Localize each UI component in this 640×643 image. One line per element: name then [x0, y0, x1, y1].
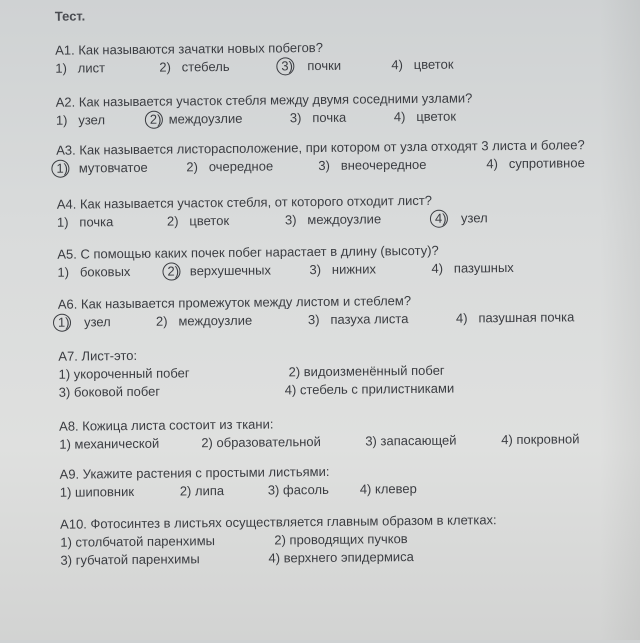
answer-option-circled: 2) верхушечных: [167, 263, 271, 279]
answer-circle: [430, 210, 448, 228]
page-title: Тест.: [54, 8, 86, 24]
answer-option: 1) боковых: [57, 263, 131, 280]
answer-option: 4) супротивное: [486, 155, 585, 172]
answer-option: 1) шиповник: [59, 483, 135, 500]
answer-option: 3) губчатой паренхимы: [60, 551, 200, 568]
answer-option: 3) фасоль: [267, 481, 329, 498]
answer-circle: [162, 262, 180, 280]
answer-option: 2) проводящих пучков: [274, 531, 408, 548]
answer-circle: [53, 314, 71, 332]
answer-option: 4) цветок: [393, 108, 457, 125]
answer-option: 1) столбчатой паренхимы: [60, 533, 216, 550]
answer-option: 1) лист: [55, 60, 106, 76]
answer-option-circled: 1) мутовчатое: [56, 160, 147, 176]
answer-option: 4) цветок: [391, 56, 454, 73]
answer-option: 4) пазушная почка: [455, 309, 575, 326]
answer-option: 4) клевер: [359, 480, 417, 497]
question-text: А4. Как называется участок стебля, от которого отходит лист?: [56, 192, 433, 212]
answer-option: 3) внеочередное: [318, 156, 427, 174]
question-text: А6. Как называется промежуток между листом и стеблем?: [57, 293, 412, 312]
answer-option: 1) механической: [59, 435, 160, 452]
question-text: А8. Кожица листа состоит из ткани:: [59, 416, 274, 434]
answer-option: 1) почка: [56, 214, 114, 230]
answer-option: 2) междоузлие: [155, 312, 253, 329]
answer-option-circled: 2) междоузлие: [150, 111, 243, 127]
answer-option: 2) образовательной: [201, 433, 321, 451]
question-text: А5. С помощью каких почек побег нарастает в длину (высоту)?: [57, 242, 439, 262]
answer-circle: [145, 111, 163, 129]
answer-option-circled: 4) узел: [435, 210, 488, 226]
answer-option: 3) почка: [289, 109, 347, 126]
answer-option: 3) боковой побег: [58, 383, 161, 400]
answer-option: 4) покровной: [501, 431, 580, 448]
answer-option: 2) очередное: [186, 158, 274, 175]
answer-option: 1) укороченный побег: [58, 365, 190, 382]
answer-option: 2) видоизменённый побег: [288, 362, 445, 380]
answer-option-circled: 3) почки: [281, 58, 341, 74]
question-text: А2. Как называется участок стебля между двумя соседними узлами?: [55, 90, 473, 110]
question-text: А1. Как называются зачатки новых побегов?: [55, 39, 323, 58]
answer-circle: [51, 160, 69, 178]
answer-option: 4) стебель с прилистниками: [284, 380, 455, 398]
answer-circle: [276, 57, 294, 75]
question-text: А9. Укажите растения с простыми листьями:: [59, 463, 330, 482]
answer-option: 3) нижних: [309, 261, 377, 278]
answer-option: 2) стебель: [159, 58, 230, 75]
answer-option: 3) запасающей: [365, 432, 457, 449]
answer-option: 2) цветок: [166, 212, 230, 229]
question-text: А7. Лист-это:: [58, 347, 138, 364]
answer-option-circled: 1) узел: [58, 314, 111, 330]
question-text: А3. Как называется листорасположение, при котором от узла отходят 3 листа и более?: [56, 137, 585, 158]
answer-option: 4) верхнего эпидермиса: [268, 549, 414, 566]
question-text: А10. Фотосинтез в листьях осуществляется главным образом в клетках:: [60, 512, 497, 532]
answer-option: 3) пазуха листа: [307, 311, 409, 328]
answer-option: 4) пазушных: [431, 259, 514, 276]
answer-option: 2) липа: [179, 483, 225, 499]
answer-option: 1) узел: [55, 112, 106, 128]
paper-shadow: [600, 0, 640, 640]
answer-option: 3) междоузлие: [284, 211, 382, 228]
